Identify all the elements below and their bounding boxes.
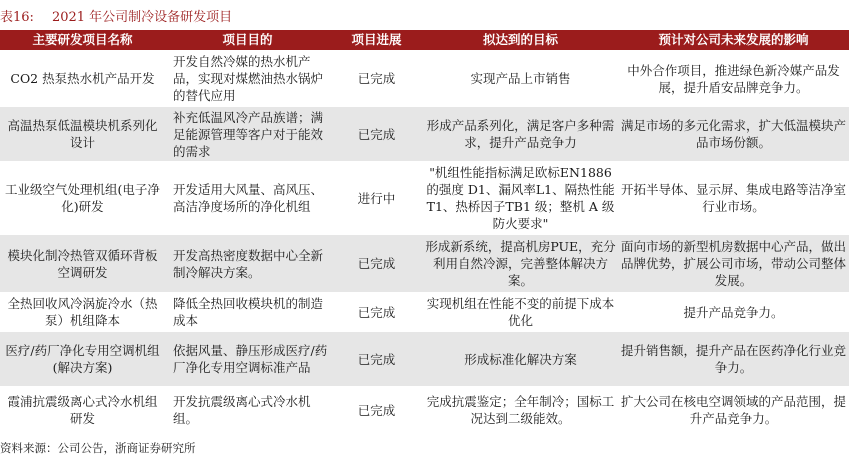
cell-purpose: 降低全热回收模块机的制造成本 [173, 296, 324, 328]
cell-project-name: 模块化制冷热管双循环背板空调研发 [7, 247, 158, 280]
header-progress: 项目进展 [351, 32, 402, 47]
table-row [0, 332, 849, 386]
cell-progress: 已完成 [357, 402, 396, 418]
cell-goal: 形成新系统，提高机房PUE，充分利用自然冷源，完善整体解决方案。 [425, 239, 616, 288]
cell-progress: 已完成 [357, 304, 396, 320]
cell-goal: "机组性能指标满足欧标EN1886 的强度 D1、漏风率L1、隔热性能 T1、热桥因子TB1 级；整机 A 级防火要求" [426, 165, 615, 231]
cell-impact: 中外合作项目，推进绿色新冷媒产品发展，提升盾安品牌竞争力。 [627, 62, 840, 95]
cell-impact: 面向市场的新型机房数据中心产品，做出品牌优势，扩展公司市场，带动公司整体发展。 [620, 239, 846, 288]
cell-project-name: 霞浦抗震级离心式冷水机组研发 [7, 394, 158, 426]
table-header [0, 30, 849, 50]
table-caption [0, 6, 232, 25]
table-row [0, 386, 849, 434]
table-row [0, 50, 849, 107]
table-row [0, 161, 849, 235]
table-row [0, 235, 849, 292]
cell-purpose: 补充低温风冷产品族谱；满足能源管理等客户对于能效的需求 [173, 109, 324, 159]
cell-goal: 完成抗震鉴定；全年制冷；国标工况达到二级能效。 [426, 394, 615, 426]
cell-progress: 已完成 [357, 256, 396, 271]
cell-progress: 进行中 [357, 190, 396, 206]
cell-project-name: CO2 热泵热水机产品开发 [10, 71, 155, 86]
cell-purpose: 开发抗震级离心式冷水机组。 [173, 394, 311, 426]
table-row [0, 107, 849, 161]
header-project-name: 主要研发项目名称 [32, 32, 133, 47]
cell-purpose: 开发自然冷媒的热水机产品，实现对煤燃油热水锅炉的替代应用 [173, 54, 324, 103]
header-goal: 拟达到的目标 [482, 32, 558, 47]
header-purpose: 项目目的 [222, 32, 273, 47]
cell-project-name: 工业级空气处理机组(电子净化)研发 [5, 182, 160, 214]
cell-purpose: 开发适用大风量、高风压、高洁净度场所的净化机组 [173, 182, 324, 214]
cell-impact: 提升销售额，提升产品在医药净化行业竞争力。 [620, 343, 846, 375]
cell-goal: 形成标准化解决方案 [464, 351, 577, 367]
cell-goal: 实现产品上市销售 [470, 71, 571, 86]
table-row [0, 292, 849, 332]
cell-goal: 形成产品系列化，满足客户多种需求，提升产品竞争力 [426, 118, 615, 150]
cell-impact: 扩大公司在核电空调领域的产品范围，提升产品竞争力。 [620, 394, 846, 426]
cell-impact: 满足市场的多元化需求，扩大低温模块产品市场份额。 [620, 118, 846, 150]
cell-purpose: 依据风量、静压形成医疗/药厂净化专用空调标准产品 [173, 343, 328, 375]
header-impact: 预计对公司未来发展的影响 [658, 32, 809, 47]
rd-projects-table [0, 30, 849, 434]
cell-purpose: 开发高热密度数据中心全新制冷解决方案。 [173, 247, 324, 280]
caption-title: 2021 年公司制冷设备研发项目 [51, 10, 233, 25]
cell-progress: 已完成 [357, 351, 396, 367]
cell-project-name: 全热回收风冷涡旋冷水（热泵）机组降本 [7, 296, 158, 328]
caption-label: 表16: [0, 10, 34, 25]
cell-project-name: 医疗/药厂净化专用空调机组(解决方案) [5, 343, 160, 375]
source-note: 资料来源：公司公告，浙商证券研究所 [0, 441, 196, 455]
cell-goal: 实现机组在性能不变的前提下成本优化 [426, 296, 615, 328]
cell-progress: 已完成 [357, 126, 396, 142]
cell-project-name: 高温热泵低温模块机系列化设计 [7, 118, 158, 150]
cell-progress: 已完成 [357, 71, 396, 86]
cell-impact: 提升产品竞争力。 [683, 304, 784, 320]
cell-impact: 开拓半导体、显示屏、集成电路等洁净室行业市场。 [620, 182, 846, 214]
